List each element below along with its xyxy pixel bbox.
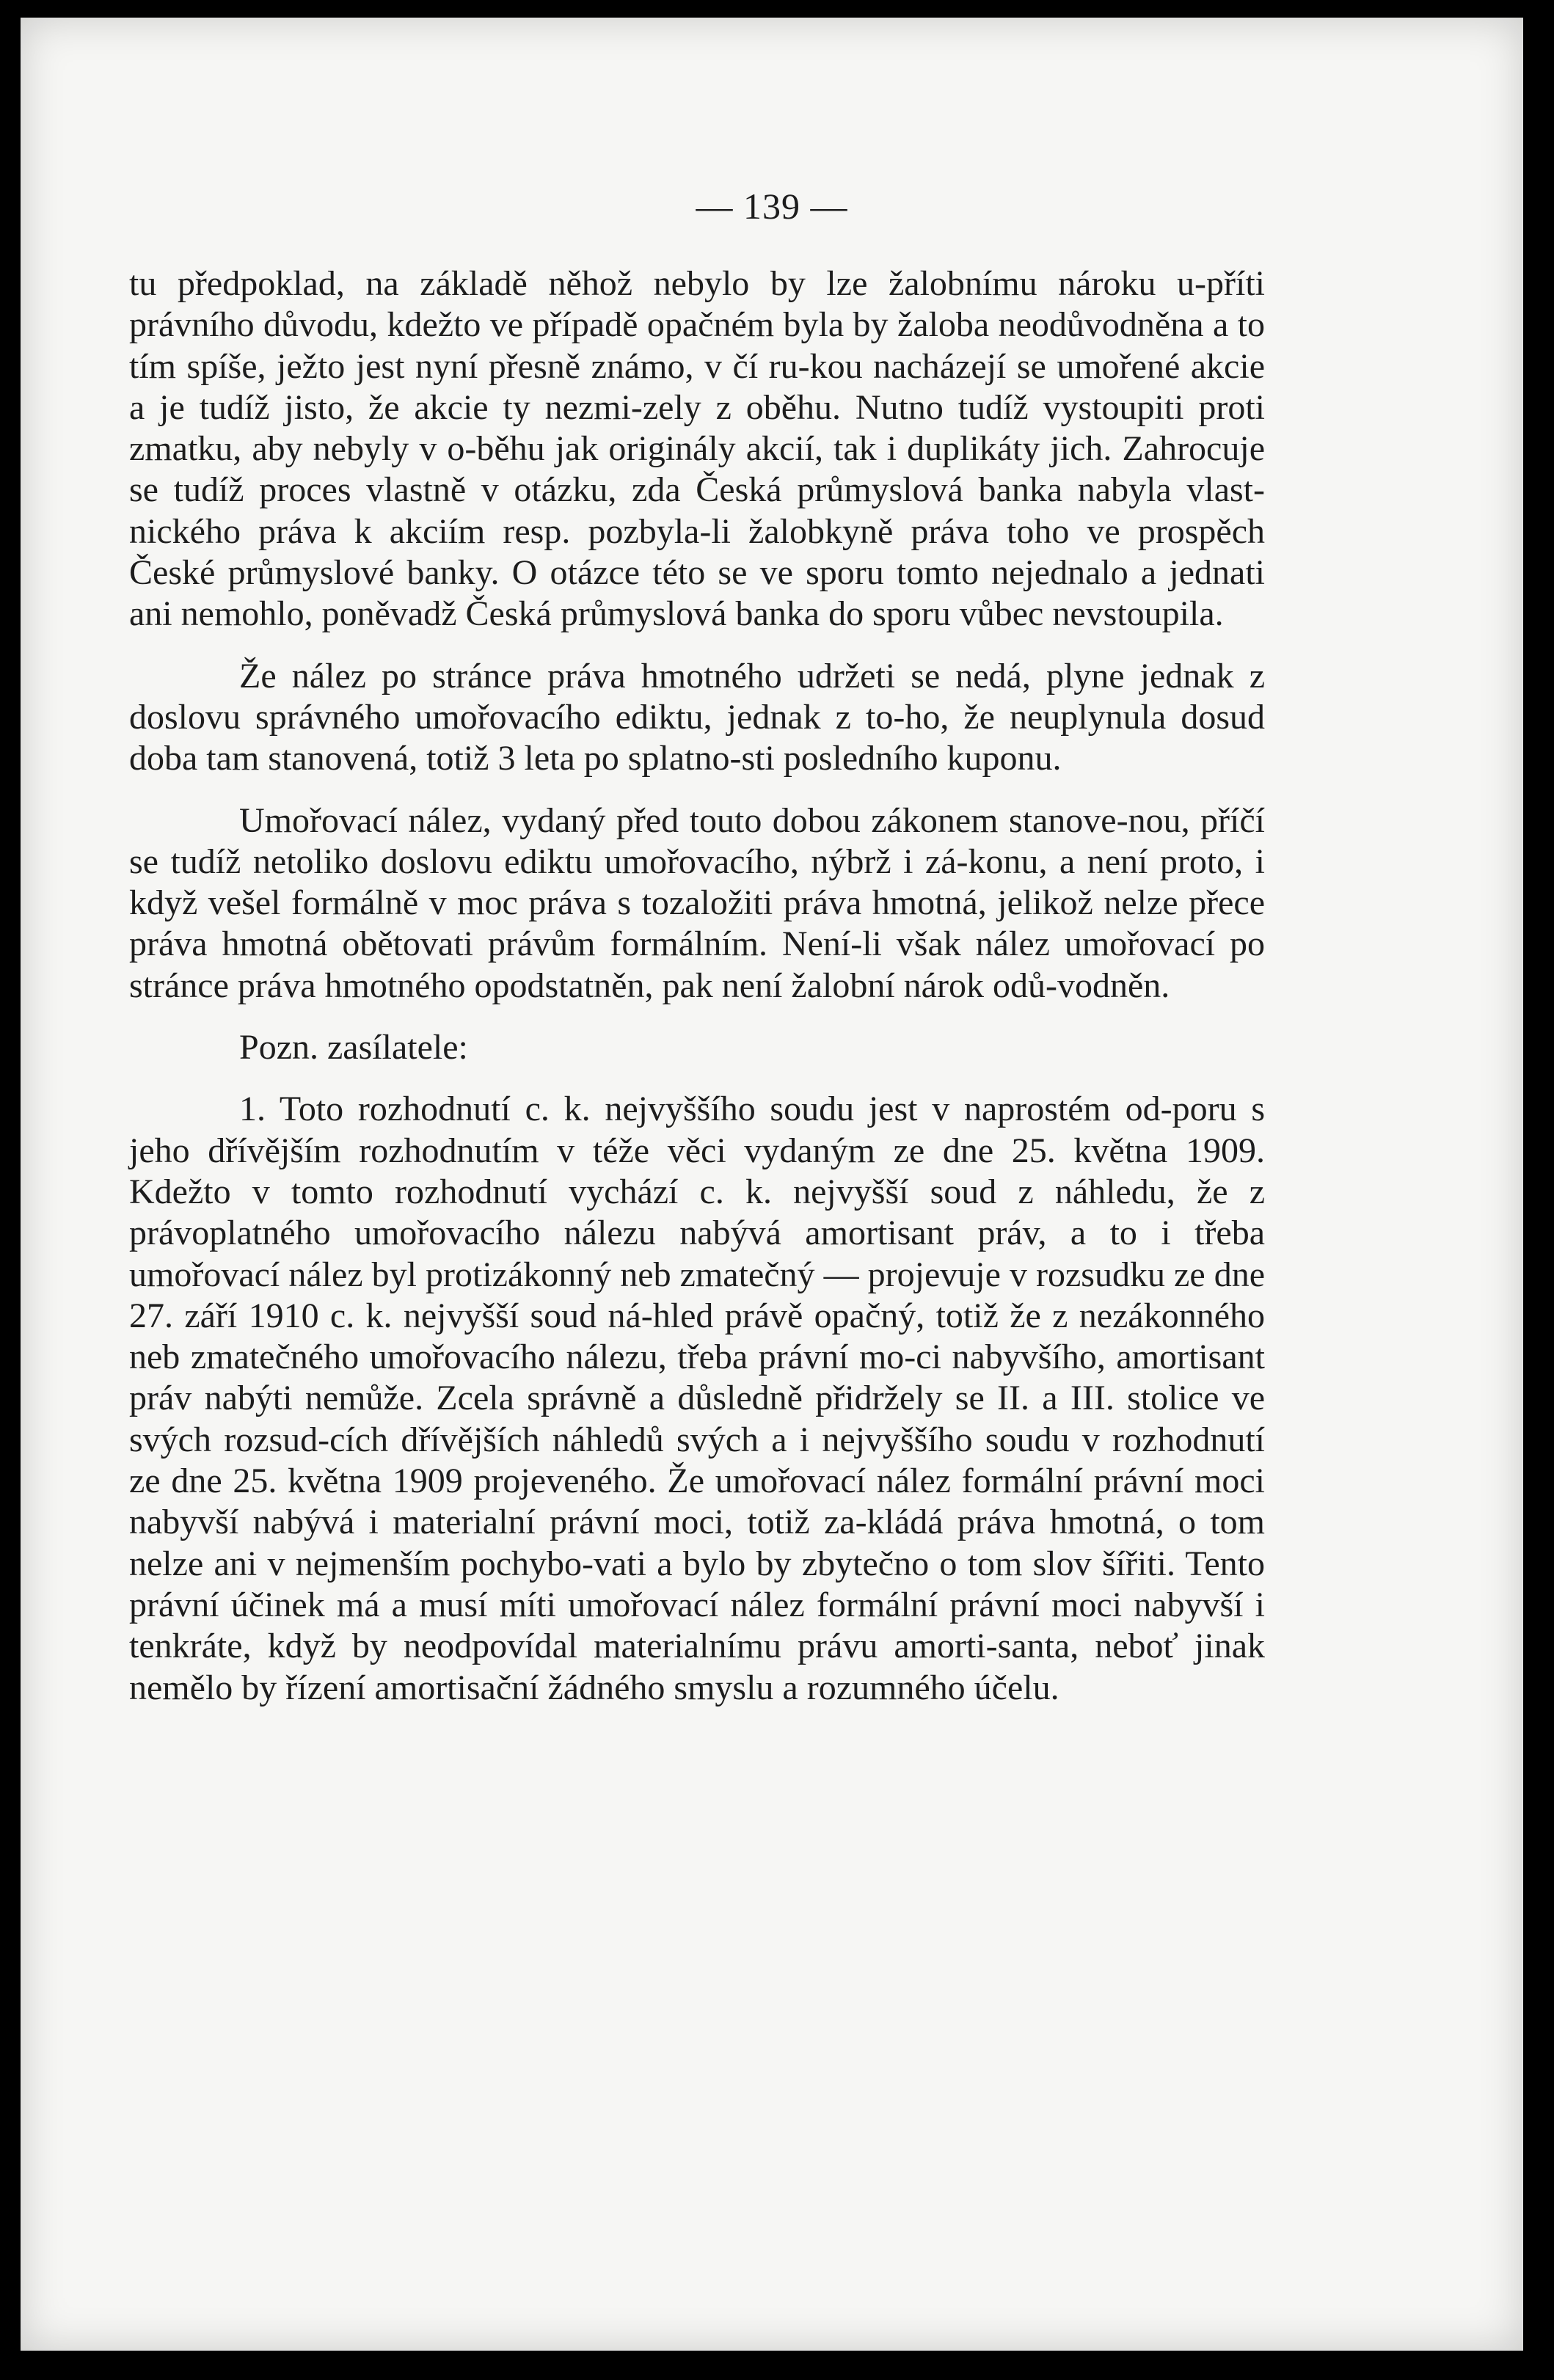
paragraph-2: Že nález po stránce práva hmotného udržeti se nedá, plyne jednak z doslovu správného umořovacího ediktu, jednak z to-ho, že neuplynula dosud doba tam stanovená, totiž 3 leta po splatno-sti posledního kuponu. — [129, 656, 1265, 778]
note-paragraph-1: 1. Toto rozhodnutí c. k. nejvyššího soudu jest v naprostém od-poru s jeho dřívějším rozhodnutím v téže věci vydaným ze dne 25. května 1909. Kdežto v tomto rozhodnutí vychází c. k. nejvyšší soud z náhledu, že z právoplatného umořovacího nálezu nabývá amortisant práv, a to i třeba umořovací nález byl protizákonný neb zmatečný — projevuje v rozsudku ze dne 27. září 1910 c. k. nejvyšší soud ná-hled právě opačný, totiž že z nezákonného neb zmatečného umořovacího nálezu, třeba právní mo-ci nabyvšího, amortisant práv nabýti nemůže. Zcela správně a důsledně přidržely se II. a III. stolice ve svých rozsud-cích dřívějších náhledů svých a i nejvyššího soudu v rozhodnutí ze dne 25. května 1909 projeveného. Že umořovací nález formální právní moci nabyvší nabývá i materialní právní moci, totiž za-kládá práva hmotná, o tom nelze ani v nejmenším pochybo-vati a bylo by zbytečno o tom slov šířiti. Tento právní účinek má a musí míti umořovací nález formální právní moci nabyvší i tenkráte, když by neodpovídal materialnímu právu amorti-santa, neboť jinak nemělo by řízení amortisační žádného smyslu a rozumného účelu. — [129, 1089, 1265, 1707]
paragraph-3: Umořovací nález, vydaný před touto dobou zákonem stanove-nou, příčí se tudíž netoliko doslovu ediktu umořovacího, nýbrž i zá-konu, a není proto, i když vešel formálně v moc práva s tozaložiti práva hmotná, jelikož nelze přece práva hmotná obětovati právům formálním. Není-li však nález umořovací po stránce práva hmotného opodstatněn, pak není žalobní nárok odů-vodněn. — [129, 800, 1265, 1005]
body-text — [129, 263, 1265, 1709]
paragraph-1: tu předpoklad, na základě něhož nebylo by lze žalobnímu nároku u-příti právního důvodu, kdežto ve případě opačném byla by žaloba neodůvodněna a to tím spíše, ježto jest nyní přesně známo, v čí ru-kou nacházejí se umořené akcie a je tudíž jisto, že akcie ty nezmi-zely z oběhu. Nutno tudíž vystoupiti proti zmatku, aby nebyly v o-běhu jak originály akcií, tak i duplikáty jich. Zahrocuje se tudíž proces vlastně v otázku, zda Česká průmyslová banka nabyla vlast-nického práva k akciím resp. pozbyla-li žalobkyně práva toho ve prospěch České průmyslové banky. O otázce této se ve sporu tomto nejednalo a jednati ani nemohlo, poněvadž Česká průmyslová banka do sporu vůbec nevstoupila. — [129, 264, 1265, 634]
note-heading: Pozn. zasílatele: — [239, 1028, 468, 1067]
book-page — [21, 18, 1523, 2351]
page-number: — 139 — — [696, 186, 848, 227]
